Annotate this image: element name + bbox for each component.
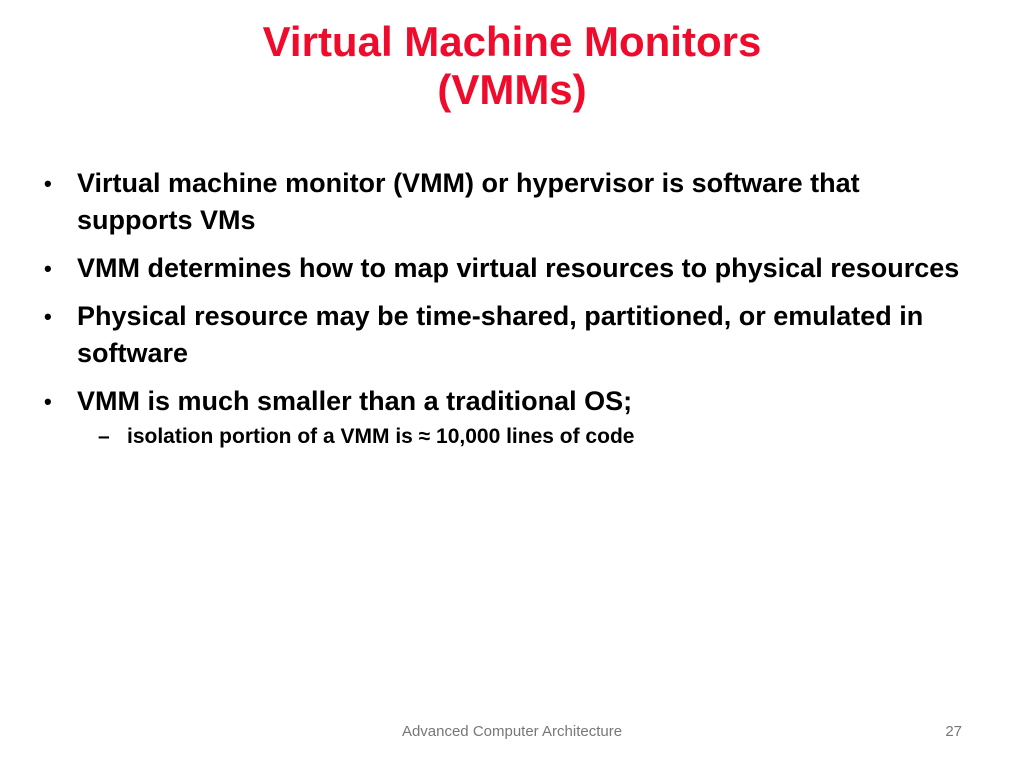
bullet-marker: •	[44, 256, 52, 281]
slide-title-line-2: (VMMs)	[437, 66, 587, 113]
bullet-item	[40, 250, 980, 287]
bullet-item	[40, 298, 980, 372]
footer-page-number: 27	[945, 723, 962, 740]
sub-bullet-item	[40, 423, 980, 451]
bullet-marker: •	[44, 171, 52, 196]
bullet-item	[40, 383, 980, 420]
bullet-item	[40, 165, 980, 239]
bullet-marker: •	[44, 304, 52, 329]
bullet-text: VMM is much smaller than a traditional OS;	[77, 386, 633, 416]
sub-bullet-text: isolation portion of a VMM is ≈ 10,000 lines of code	[127, 425, 635, 448]
slide-title	[80, 18, 944, 114]
bullet-text: Virtual machine monitor (VMM) or hypervisor is software that supports VMs	[77, 168, 860, 235]
bullet-text: Physical resource may be time-shared, partitioned, or emulated in software	[77, 301, 924, 368]
slide-title-line-1: Virtual Machine Monitors	[262, 18, 762, 65]
bullet-text: VMM determines how to map virtual resources to physical resources	[77, 253, 960, 283]
bullet-marker: •	[44, 389, 52, 414]
sub-bullet-marker: –	[98, 425, 110, 448]
footer-course-title: Advanced Computer Architecture	[401, 723, 623, 740]
slide-body	[40, 165, 980, 451]
